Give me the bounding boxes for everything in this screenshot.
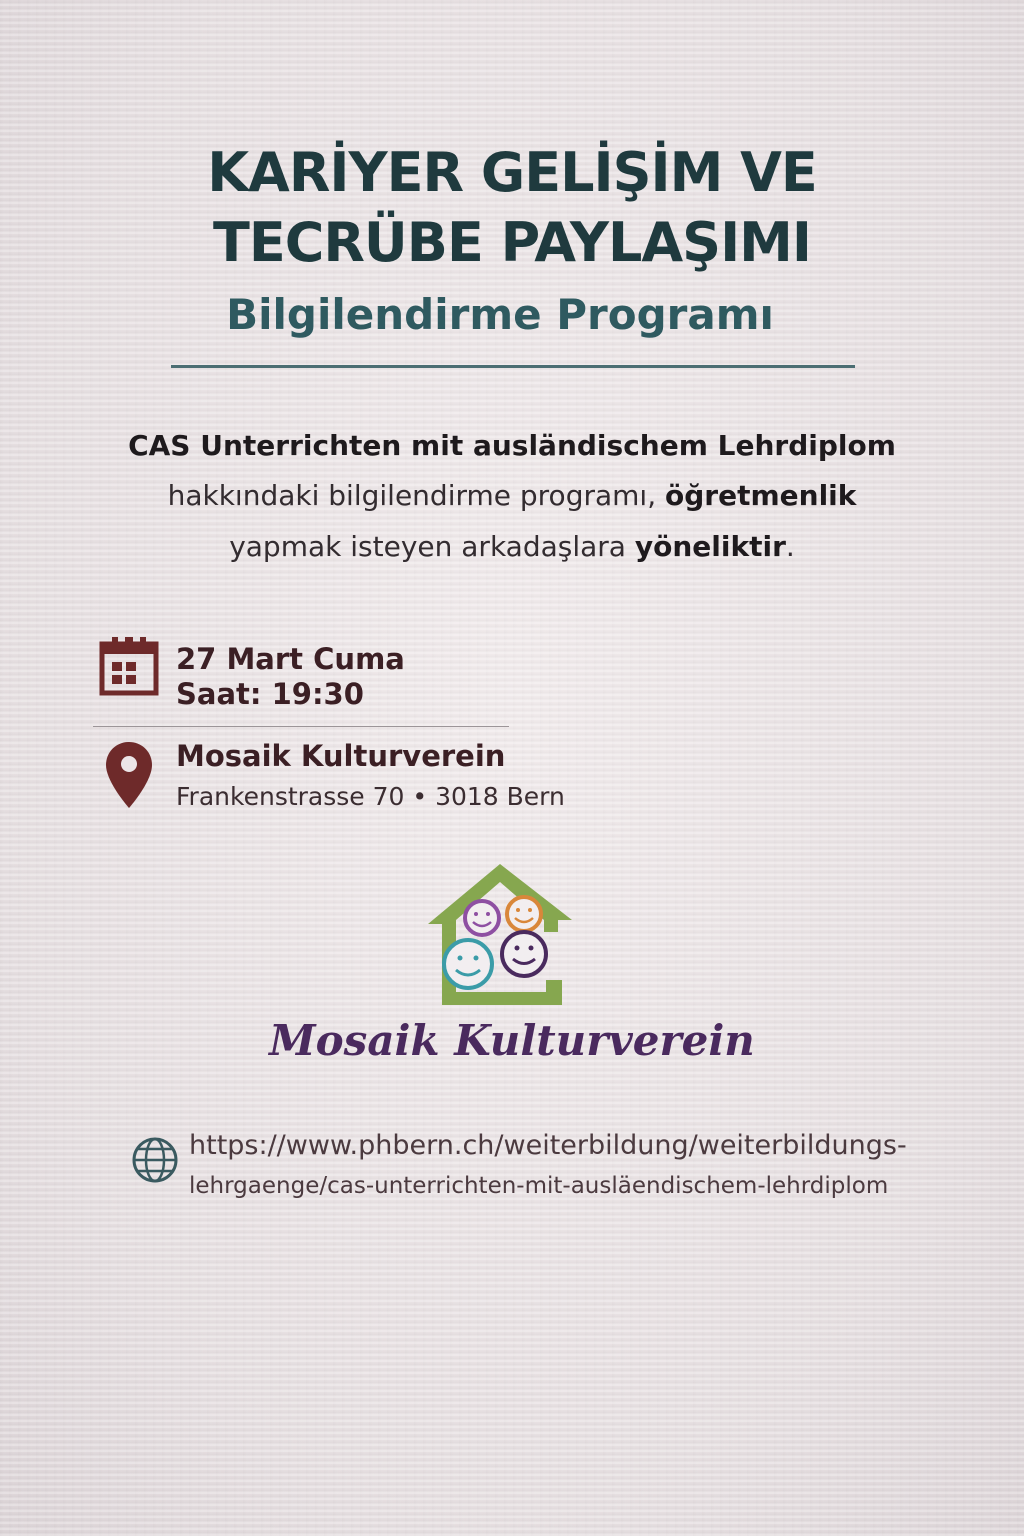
mosaik-logo (426, 862, 574, 1008)
description-line-3: yapmak isteyen arkadaşlara yöneliktir. (229, 530, 795, 563)
program-url-line-1[interactable]: https://www.phbern.ch/weiterbildung/weiterbildungs- (189, 1130, 907, 1161)
description-line-2: hakkındaki bilgilendirme programı, öğretmenlik (167, 479, 857, 512)
event-divider (93, 726, 509, 727)
brand-wordmark: Mosaik Kulturverein (269, 1016, 755, 1065)
program-url-line-2[interactable]: lehrgaenge/cas-unterrichten-mit-ausläendischem-lehrdiplom (189, 1173, 889, 1199)
event-date: 27 Mart Cuma (176, 642, 405, 676)
program-name: CAS Unterrichten mit ausländischem Lehrdiplom (128, 429, 896, 462)
globe-icon (131, 1136, 179, 1184)
event-time: Saat: 19:30 (176, 677, 364, 711)
page-title-line-2: TECRÜBE PAYLAŞIMI (213, 211, 811, 274)
title-divider (171, 365, 855, 368)
page-title-line-1: KARİYER GELİŞİM VE (207, 141, 817, 204)
venue-name: Mosaik Kulturverein (176, 739, 506, 773)
calendar-icon (99, 636, 159, 696)
venue-address: Frankenstrasse 70 • 3018 Bern (176, 782, 565, 811)
page-subtitle: Bilgilendirme Programı (226, 290, 774, 339)
location-pin-icon (104, 740, 154, 810)
